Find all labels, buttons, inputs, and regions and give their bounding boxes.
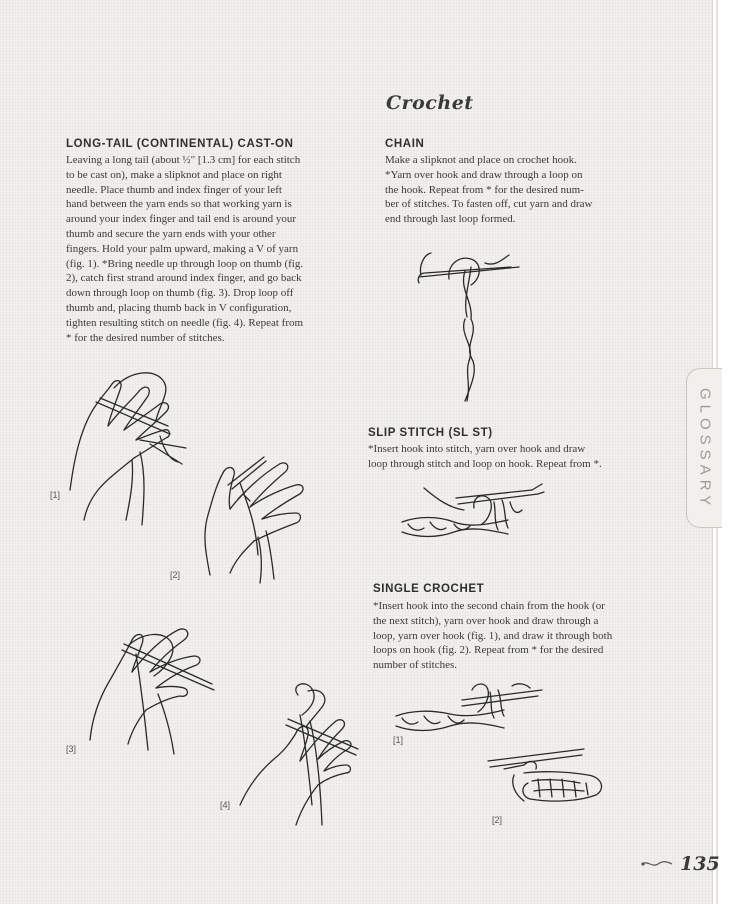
fig-label: [3] <box>66 744 77 754</box>
cast-on-line: fingers. Hold your palm upward, making a V of yarn <box>66 242 299 255</box>
cast-on-heading: LONG-TAIL (CONTINENTAL) CAST-ON <box>66 138 294 150</box>
glossary-tab[interactable] <box>686 368 722 528</box>
slip-stitch-heading: SLIP STITCH (SL ST) <box>368 427 493 439</box>
cast-on-line: * for the desired number of stitches. <box>66 331 225 344</box>
single-crochet-fig-2-illustration <box>484 745 614 810</box>
cast-on-line: down through loop on thumb (fig. 3). Drop loop off <box>66 287 294 300</box>
cast-on-line: (fig. 1). *Bring needle up through loop on thumb (fig. <box>66 257 304 270</box>
cast-on-text <box>66 153 346 345</box>
fig-label: [4] <box>220 800 231 810</box>
cast-on-fig-4-illustration <box>230 675 380 835</box>
single-crochet-line: *Insert hook into the second chain from the hook (or <box>373 600 605 612</box>
cast-on-line: 2), catch first strand around index finger, and go back <box>66 272 302 285</box>
fig-label: [1] <box>50 490 61 500</box>
page-number: 135 <box>680 853 720 875</box>
cast-on-line: to be cast on), make a slipknot and place on right <box>66 168 282 181</box>
slip-stitch-line: *Insert hook into stitch, yarn over hook and draw <box>368 443 586 455</box>
fig-label: [2] <box>170 570 181 580</box>
fig-label: [2] <box>492 815 503 825</box>
cast-on-fig-2-illustration <box>180 445 330 585</box>
slip-stitch-line: loop through stitch and loop on hook. Repeat from *. <box>368 457 602 470</box>
slip-stitch-text <box>368 442 648 472</box>
fig-label: [1] <box>393 735 404 745</box>
cast-on-fig-3-illustration <box>70 610 220 760</box>
cast-on-line: tighten resulting stitch on needle (fig. 4). Repeat from <box>66 316 304 329</box>
cast-on-line: Leaving a long tail (about ½" [1.3 cm] for each stitch <box>66 154 301 166</box>
cast-on-fig-1-illustration <box>60 360 200 530</box>
single-crochet-fig-1-illustration <box>392 680 552 740</box>
cast-on-line: thumb and secure the yarn ends with your other <box>66 227 276 240</box>
single-crochet-line: loop, yarn over hook (fig. 1), and draw it through both <box>373 629 613 642</box>
chain-text <box>385 153 645 227</box>
chain-line: Make a slipknot and place on crochet hook. <box>385 154 577 166</box>
chain-heading: CHAIN <box>385 138 425 150</box>
single-crochet-line: the next stitch), yarn over hook and draw through a <box>373 614 599 627</box>
chain-line: ber of stitches. To fasten off, cut yarn and draw <box>385 198 593 211</box>
chain-illustration <box>415 245 525 405</box>
single-crochet-line: number of stitches. <box>373 659 458 672</box>
cast-on-line: around your index finger and tail end is around your <box>66 213 297 226</box>
single-crochet-line: loops on hook (fig. 2). Repeat from * for the desired <box>373 644 604 657</box>
cast-on-line: needle. Place thumb and index finger of your left <box>66 183 282 196</box>
chain-line: end through last loop formed. <box>385 213 516 226</box>
chain-line: the hook. Repeat from * for the desired num- <box>385 183 584 196</box>
cast-on-line: thumb and, placing thumb back in V configuration, <box>66 301 292 314</box>
page-footer <box>640 852 720 876</box>
glossary-tab-label: GLOSSARY <box>696 387 714 511</box>
slip-stitch-illustration <box>398 480 568 545</box>
single-crochet-text <box>373 599 653 673</box>
section-title: Crochet <box>386 92 474 114</box>
chain-line: *Yarn over hook and draw through a loop on <box>385 168 583 181</box>
cast-on-line: hand between the yarn ends so that working yarn is <box>66 198 292 211</box>
single-crochet-heading: SINGLE CROCHET <box>373 583 485 595</box>
flourish-icon <box>640 858 674 870</box>
